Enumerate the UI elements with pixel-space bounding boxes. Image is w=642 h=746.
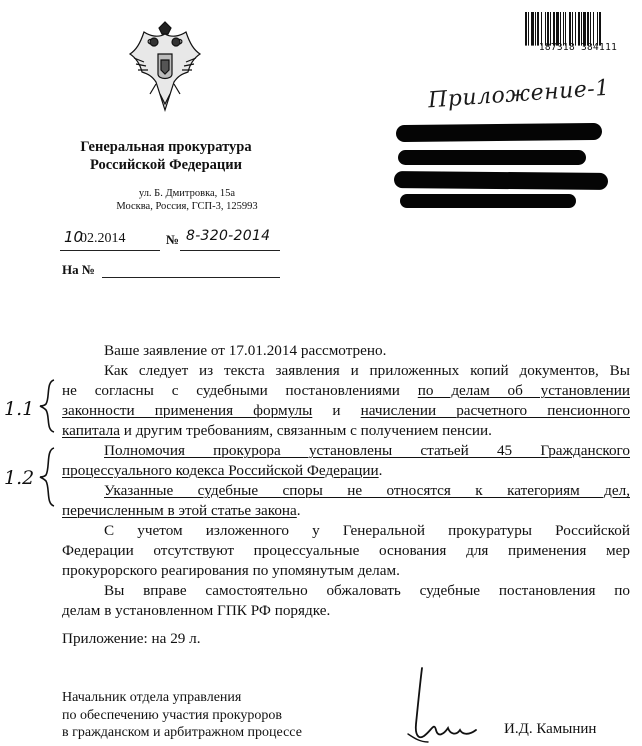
barcode-bar (537, 12, 539, 46)
paragraph-3-line2 (62, 461, 382, 481)
margin-brace-icon (38, 378, 58, 434)
paragraph-5-line2: Федерации отсутствуют процессуальные основания для применения мер (62, 542, 630, 559)
signatory-position (62, 689, 302, 742)
barcode-bar (553, 12, 555, 46)
barcode-bar (541, 12, 542, 46)
paragraph-2-line2 (62, 381, 630, 401)
text-plain: . (296, 502, 301, 519)
barcode-bar (560, 12, 561, 46)
number-sign: № (166, 232, 180, 247)
barcode-bar (599, 12, 601, 46)
address-line2: Москва, Россия, ГСП-3, 125993 (116, 201, 258, 212)
barcode-bar (569, 12, 571, 46)
text-plain: не согласны с судебными постановлениями (62, 382, 418, 399)
text-underlined: перечисленным в этой статье закона (62, 502, 297, 519)
text-plain: . (378, 462, 383, 479)
barcode-bar (547, 12, 549, 46)
barcode-bar (550, 12, 551, 46)
org-name-line1: Генеральная прокуратура (80, 139, 252, 155)
outgoing-number-handwritten: 8-320-2014 (186, 228, 271, 244)
date-month-year: 02.2014 (80, 231, 126, 246)
address-line1: ул. Б. Дмитровка, 15а (138, 188, 236, 199)
handwritten-signature-icon (404, 664, 482, 746)
reference-rule (102, 277, 280, 278)
paragraph-4-line1: Указанные судебные споры не относятся к категориям дел, (104, 482, 630, 499)
paragraph-6-line1: Вы вправе самостоятельно обжаловать судебные постановления по (104, 582, 630, 599)
barcode-bar (572, 12, 573, 46)
redaction-bar (394, 171, 608, 190)
signatory-line1: Начальник отдела управления (62, 690, 242, 705)
text-underlined: законности применения формулы (62, 402, 313, 419)
barcode-bar (583, 12, 586, 46)
text-underlined: по делам об установлении (417, 382, 630, 399)
text-plain: и (312, 402, 361, 419)
attachment-note: Приложение: на 29 л. (62, 630, 201, 647)
barcode-bar (578, 12, 580, 46)
date-rule (60, 250, 160, 251)
barcode-bar (587, 12, 589, 46)
paragraph-4-line2 (62, 501, 301, 521)
paragraph-5-line3: прокурорского реагирования по упомянутым делам. (62, 562, 400, 579)
org-name-line2: Российской Федерации (89, 157, 242, 173)
barcode-bar (565, 12, 566, 46)
barcode-bar (525, 12, 527, 46)
redaction-bar (400, 194, 576, 208)
org-name (60, 138, 272, 174)
barcode-bar (593, 12, 594, 46)
signatory-line3: в гражданском и арбитражном процессе (62, 725, 302, 740)
reference-number-label: На № (62, 262, 95, 277)
redaction-bar (396, 123, 602, 142)
margin-brace-icon (38, 446, 58, 508)
barcode-bar (563, 12, 564, 46)
barcode-bar (531, 12, 534, 46)
paragraph-6-line2: делам в установленном ГПК РФ порядке. (62, 602, 331, 619)
barcode-bar (528, 12, 529, 46)
margin-mark-1-2: 1.2 (4, 467, 35, 489)
date-day-handwritten: 10 (64, 228, 84, 246)
barcode-bar (581, 12, 582, 46)
text-plain: и другим требованиям, связанным с получением пенсии. (119, 422, 492, 439)
coat-of-arms-emblem (122, 14, 208, 118)
signatory-name: И.Д. Камынин (504, 721, 597, 737)
barcode-bar (535, 12, 536, 46)
appendix-handwritten-mark: Приложение-1 (427, 75, 611, 114)
text-underlined: начислении расчетного пенсионного (360, 402, 630, 419)
paragraph-3-line1: Полномочия прокурора установлены статьей 45 Гражданского (104, 442, 630, 459)
margin-mark-1-1: 1.1 (4, 398, 35, 420)
redaction-bar (398, 150, 586, 165)
barcode-bar (590, 12, 591, 46)
paragraph-2-line3 (62, 401, 630, 421)
org-address (80, 187, 294, 213)
barcode-bar (597, 12, 598, 46)
paragraph-1: Ваше заявление от 17.01.2014 рассмотрено. (104, 342, 387, 359)
text-underlined: капитала (62, 422, 120, 439)
paragraph-5-line1: С учетом изложенного у Генеральной прокуратуры Российской (104, 522, 630, 539)
text-underlined: процессуального кодекса Российской Федерации (62, 462, 379, 479)
barcode-number: 187318 384111 (538, 42, 618, 53)
signatory-line2: по обеспечению участия прокуроров (62, 707, 282, 723)
paragraph-2-line4 (62, 421, 492, 441)
number-rule (180, 250, 280, 251)
barcode-bar (556, 12, 559, 46)
barcode-bar (545, 12, 546, 46)
paragraph-2-line1: Как следует из текста заявления и приложенных копий документов, Вы (104, 362, 630, 379)
barcode-bar (575, 12, 576, 46)
